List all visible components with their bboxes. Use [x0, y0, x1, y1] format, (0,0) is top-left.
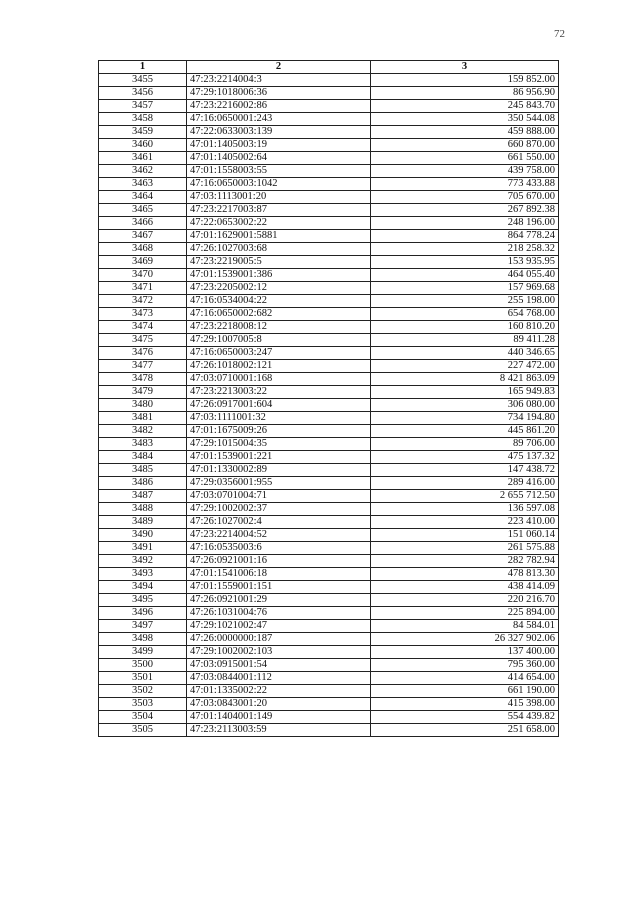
table-row: [99, 594, 559, 607]
cadastral-number-cell: 47:03:1113001:20: [187, 191, 371, 204]
table-row: [99, 490, 559, 503]
value-cell: 86 956.90: [371, 87, 559, 100]
row-number-cell: 3471: [99, 282, 187, 295]
value-cell: 137 400.00: [371, 646, 559, 659]
table-header: [99, 61, 559, 74]
row-number-cell: 3501: [99, 672, 187, 685]
row-number-cell: 3488: [99, 503, 187, 516]
value-cell: 438 414.09: [371, 581, 559, 594]
row-number-cell: 3467: [99, 230, 187, 243]
cadastral-number-cell: 47:03:0701004:71: [187, 490, 371, 503]
value-cell: 773 433.88: [371, 178, 559, 191]
table-row: [99, 698, 559, 711]
header-row: [99, 61, 559, 74]
cadastral-number-cell: 47:01:1539001:386: [187, 269, 371, 282]
row-number-cell: 3483: [99, 438, 187, 451]
table-row: [99, 503, 559, 516]
value-cell: 223 410.00: [371, 516, 559, 529]
row-number-cell: 3461: [99, 152, 187, 165]
row-number-cell: 3503: [99, 698, 187, 711]
cadastral-number-cell: 47:16:0650003:1042: [187, 178, 371, 191]
value-cell: 26 327 902.06: [371, 633, 559, 646]
row-number-cell: 3469: [99, 256, 187, 269]
table-row: [99, 516, 559, 529]
table-row: [99, 191, 559, 204]
row-number-cell: 3462: [99, 165, 187, 178]
row-number-cell: 3463: [99, 178, 187, 191]
row-number-cell: 3470: [99, 269, 187, 282]
value-cell: 251 658.00: [371, 724, 559, 737]
value-cell: 734 194.80: [371, 412, 559, 425]
value-cell: 8 421 863.09: [371, 373, 559, 386]
table-row: [99, 230, 559, 243]
value-cell: 159 852.00: [371, 74, 559, 87]
table-row: [99, 425, 559, 438]
table-row: [99, 568, 559, 581]
row-number-cell: 3486: [99, 477, 187, 490]
value-cell: 151 060.14: [371, 529, 559, 542]
value-cell: 654 768.00: [371, 308, 559, 321]
value-cell: 267 892.38: [371, 204, 559, 217]
cadastral-number-cell: 47:23:2113003:59: [187, 724, 371, 737]
row-number-cell: 3487: [99, 490, 187, 503]
cadastral-number-cell: 47:23:2216002:86: [187, 100, 371, 113]
cadastral-number-cell: 47:01:1559001:151: [187, 581, 371, 594]
cadastral-number-cell: 47:26:0000000:187: [187, 633, 371, 646]
cadastral-number-cell: 47:01:1629001:5881: [187, 230, 371, 243]
value-cell: 660 870.00: [371, 139, 559, 152]
value-cell: 147 438.72: [371, 464, 559, 477]
value-cell: 261 575.88: [371, 542, 559, 555]
cadastral-number-cell: 47:29:1018006:36: [187, 87, 371, 100]
value-cell: 89 411.28: [371, 334, 559, 347]
value-cell: 864 778.24: [371, 230, 559, 243]
table-row: [99, 646, 559, 659]
row-number-cell: 3494: [99, 581, 187, 594]
cadastral-number-cell: 47:16:0535003:6: [187, 542, 371, 555]
table-body: [99, 74, 559, 737]
table-row: [99, 659, 559, 672]
row-number-cell: 3456: [99, 87, 187, 100]
cadastral-number-cell: 47:01:1558003:55: [187, 165, 371, 178]
table-row: [99, 477, 559, 490]
row-number-cell: 3466: [99, 217, 187, 230]
column-header-3: 3: [371, 61, 559, 74]
table-row: [99, 139, 559, 152]
row-number-cell: 3474: [99, 321, 187, 334]
value-cell: 220 216.70: [371, 594, 559, 607]
cadastral-number-cell: 47:03:0710001:168: [187, 373, 371, 386]
row-number-cell: 3457: [99, 100, 187, 113]
cadastral-number-cell: 47:23:2218008:12: [187, 321, 371, 334]
value-cell: 440 346.65: [371, 347, 559, 360]
data-table: [98, 60, 559, 737]
value-cell: 255 198.00: [371, 295, 559, 308]
row-number-cell: 3468: [99, 243, 187, 256]
table-row: [99, 412, 559, 425]
value-cell: 415 398.00: [371, 698, 559, 711]
table-row: [99, 711, 559, 724]
table-row: [99, 620, 559, 633]
table-row: [99, 685, 559, 698]
row-number-cell: 3498: [99, 633, 187, 646]
cadastral-number-cell: 47:29:1015004:35: [187, 438, 371, 451]
row-number-cell: 3477: [99, 360, 187, 373]
row-number-cell: 3475: [99, 334, 187, 347]
value-cell: 350 544.08: [371, 113, 559, 126]
table-row: [99, 399, 559, 412]
cadastral-number-cell: 47:03:0843001:20: [187, 698, 371, 711]
row-number-cell: 3499: [99, 646, 187, 659]
row-number-cell: 3459: [99, 126, 187, 139]
cadastral-number-cell: 47:26:1027002:4: [187, 516, 371, 529]
row-number-cell: 3464: [99, 191, 187, 204]
row-number-cell: 3480: [99, 399, 187, 412]
cadastral-number-cell: 47:01:1405003:19: [187, 139, 371, 152]
page-number: 72: [554, 28, 565, 40]
row-number-cell: 3481: [99, 412, 187, 425]
table-row: [99, 451, 559, 464]
cadastral-number-cell: 47:22:0633003:139: [187, 126, 371, 139]
cadastral-number-cell: 47:26:1027003:68: [187, 243, 371, 256]
row-number-cell: 3455: [99, 74, 187, 87]
cadastral-number-cell: 47:23:2205002:12: [187, 282, 371, 295]
cadastral-number-cell: 47:01:1541006:18: [187, 568, 371, 581]
cadastral-number-cell: 47:01:1335002:22: [187, 685, 371, 698]
row-number-cell: 3476: [99, 347, 187, 360]
cadastral-number-cell: 47:26:0921001:16: [187, 555, 371, 568]
table-row: [99, 178, 559, 191]
row-number-cell: 3497: [99, 620, 187, 633]
value-cell: 225 894.00: [371, 607, 559, 620]
row-number-cell: 3492: [99, 555, 187, 568]
cadastral-number-cell: 47:29:1002002:37: [187, 503, 371, 516]
cadastral-number-cell: 47:26:0917001:604: [187, 399, 371, 412]
value-cell: 153 935.95: [371, 256, 559, 269]
value-cell: 289 416.00: [371, 477, 559, 490]
row-number-cell: 3472: [99, 295, 187, 308]
row-number-cell: 3485: [99, 464, 187, 477]
table-row: [99, 113, 559, 126]
table-row: [99, 438, 559, 451]
cadastral-number-cell: 47:01:1330002:89: [187, 464, 371, 477]
cadastral-number-cell: 47:03:0844001:112: [187, 672, 371, 685]
row-number-cell: 3500: [99, 659, 187, 672]
table-row: [99, 126, 559, 139]
table-row: [99, 373, 559, 386]
row-number-cell: 3465: [99, 204, 187, 217]
row-number-cell: 3490: [99, 529, 187, 542]
value-cell: 459 888.00: [371, 126, 559, 139]
row-number-cell: 3502: [99, 685, 187, 698]
table-row: [99, 464, 559, 477]
value-cell: 661 190.00: [371, 685, 559, 698]
table-row: [99, 555, 559, 568]
cadastral-number-cell: 47:03:0915001:54: [187, 659, 371, 672]
cadastral-number-cell: 47:01:1404001:149: [187, 711, 371, 724]
value-cell: 165 949.83: [371, 386, 559, 399]
table-row: [99, 724, 559, 737]
table-row: [99, 152, 559, 165]
table-row: [99, 204, 559, 217]
table-row: [99, 87, 559, 100]
value-cell: 475 137.32: [371, 451, 559, 464]
cadastral-number-cell: 47:01:1539001:221: [187, 451, 371, 464]
table-row: [99, 217, 559, 230]
cadastral-number-cell: 47:16:0650001:243: [187, 113, 371, 126]
cadastral-number-cell: 47:01:1675009:26: [187, 425, 371, 438]
cadastral-number-cell: 47:23:2214004:52: [187, 529, 371, 542]
value-cell: 84 584.01: [371, 620, 559, 633]
cadastral-number-cell: 47:23:2217003:87: [187, 204, 371, 217]
row-number-cell: 3495: [99, 594, 187, 607]
value-cell: 306 080.00: [371, 399, 559, 412]
row-number-cell: 3505: [99, 724, 187, 737]
cadastral-number-cell: 47:22:0653002:22: [187, 217, 371, 230]
row-number-cell: 3504: [99, 711, 187, 724]
table-row: [99, 542, 559, 555]
column-header-2: 2: [187, 61, 371, 74]
table-row: [99, 360, 559, 373]
value-cell: 661 550.00: [371, 152, 559, 165]
table-row: [99, 347, 559, 360]
cadastral-number-cell: 47:01:1405002:64: [187, 152, 371, 165]
value-cell: 157 969.68: [371, 282, 559, 295]
value-cell: 439 758.00: [371, 165, 559, 178]
table-row: [99, 386, 559, 399]
table-row: [99, 243, 559, 256]
row-number-cell: 3493: [99, 568, 187, 581]
table-row: [99, 100, 559, 113]
value-cell: 218 258.32: [371, 243, 559, 256]
cadastral-number-cell: 47:16:0534004:22: [187, 295, 371, 308]
row-number-cell: 3473: [99, 308, 187, 321]
table-row: [99, 74, 559, 87]
value-cell: 464 055.40: [371, 269, 559, 282]
table-row: [99, 633, 559, 646]
value-cell: 227 472.00: [371, 360, 559, 373]
row-number-cell: 3482: [99, 425, 187, 438]
table-row: [99, 269, 559, 282]
table-row: [99, 256, 559, 269]
cadastral-number-cell: 47:23:2213003:22: [187, 386, 371, 399]
value-cell: 554 439.82: [371, 711, 559, 724]
cadastral-number-cell: 47:26:0921001:29: [187, 594, 371, 607]
table-row: [99, 581, 559, 594]
cadastral-number-cell: 47:29:1021002:47: [187, 620, 371, 633]
value-cell: 282 782.94: [371, 555, 559, 568]
value-cell: 705 670.00: [371, 191, 559, 204]
cadastral-number-cell: 47:16:0650002:682: [187, 308, 371, 321]
cadastral-number-cell: 47:26:1031004:76: [187, 607, 371, 620]
cadastral-number-cell: 47:16:0650003:247: [187, 347, 371, 360]
value-cell: 245 843.70: [371, 100, 559, 113]
cadastral-number-cell: 47:29:1007005:8: [187, 334, 371, 347]
table-row: [99, 295, 559, 308]
row-number-cell: 3491: [99, 542, 187, 555]
row-number-cell: 3478: [99, 373, 187, 386]
row-number-cell: 3458: [99, 113, 187, 126]
value-cell: 478 813.30: [371, 568, 559, 581]
value-cell: 248 196.00: [371, 217, 559, 230]
row-number-cell: 3496: [99, 607, 187, 620]
cadastral-number-cell: 47:23:2219005:5: [187, 256, 371, 269]
value-cell: 160 810.20: [371, 321, 559, 334]
table-row: [99, 607, 559, 620]
cadastral-number-cell: 47:29:0356001:955: [187, 477, 371, 490]
table-row: [99, 308, 559, 321]
row-number-cell: 3479: [99, 386, 187, 399]
table-row: [99, 282, 559, 295]
table-row: [99, 529, 559, 542]
row-number-cell: 3489: [99, 516, 187, 529]
column-header-1: 1: [99, 61, 187, 74]
value-cell: 445 861.20: [371, 425, 559, 438]
value-cell: 89 706.00: [371, 438, 559, 451]
table-row: [99, 165, 559, 178]
value-cell: 2 655 712.50: [371, 490, 559, 503]
value-cell: 136 597.08: [371, 503, 559, 516]
cadastral-number-cell: 47:29:1002002:103: [187, 646, 371, 659]
value-cell: 414 654.00: [371, 672, 559, 685]
row-number-cell: 3460: [99, 139, 187, 152]
row-number-cell: 3484: [99, 451, 187, 464]
cadastral-number-cell: 47:23:2214004:3: [187, 74, 371, 87]
cadastral-number-cell: 47:26:1018002:121: [187, 360, 371, 373]
value-cell: 795 360.00: [371, 659, 559, 672]
table-row: [99, 321, 559, 334]
cadastral-number-cell: 47:03:1111001:32: [187, 412, 371, 425]
table-row: [99, 672, 559, 685]
table-row: [99, 334, 559, 347]
